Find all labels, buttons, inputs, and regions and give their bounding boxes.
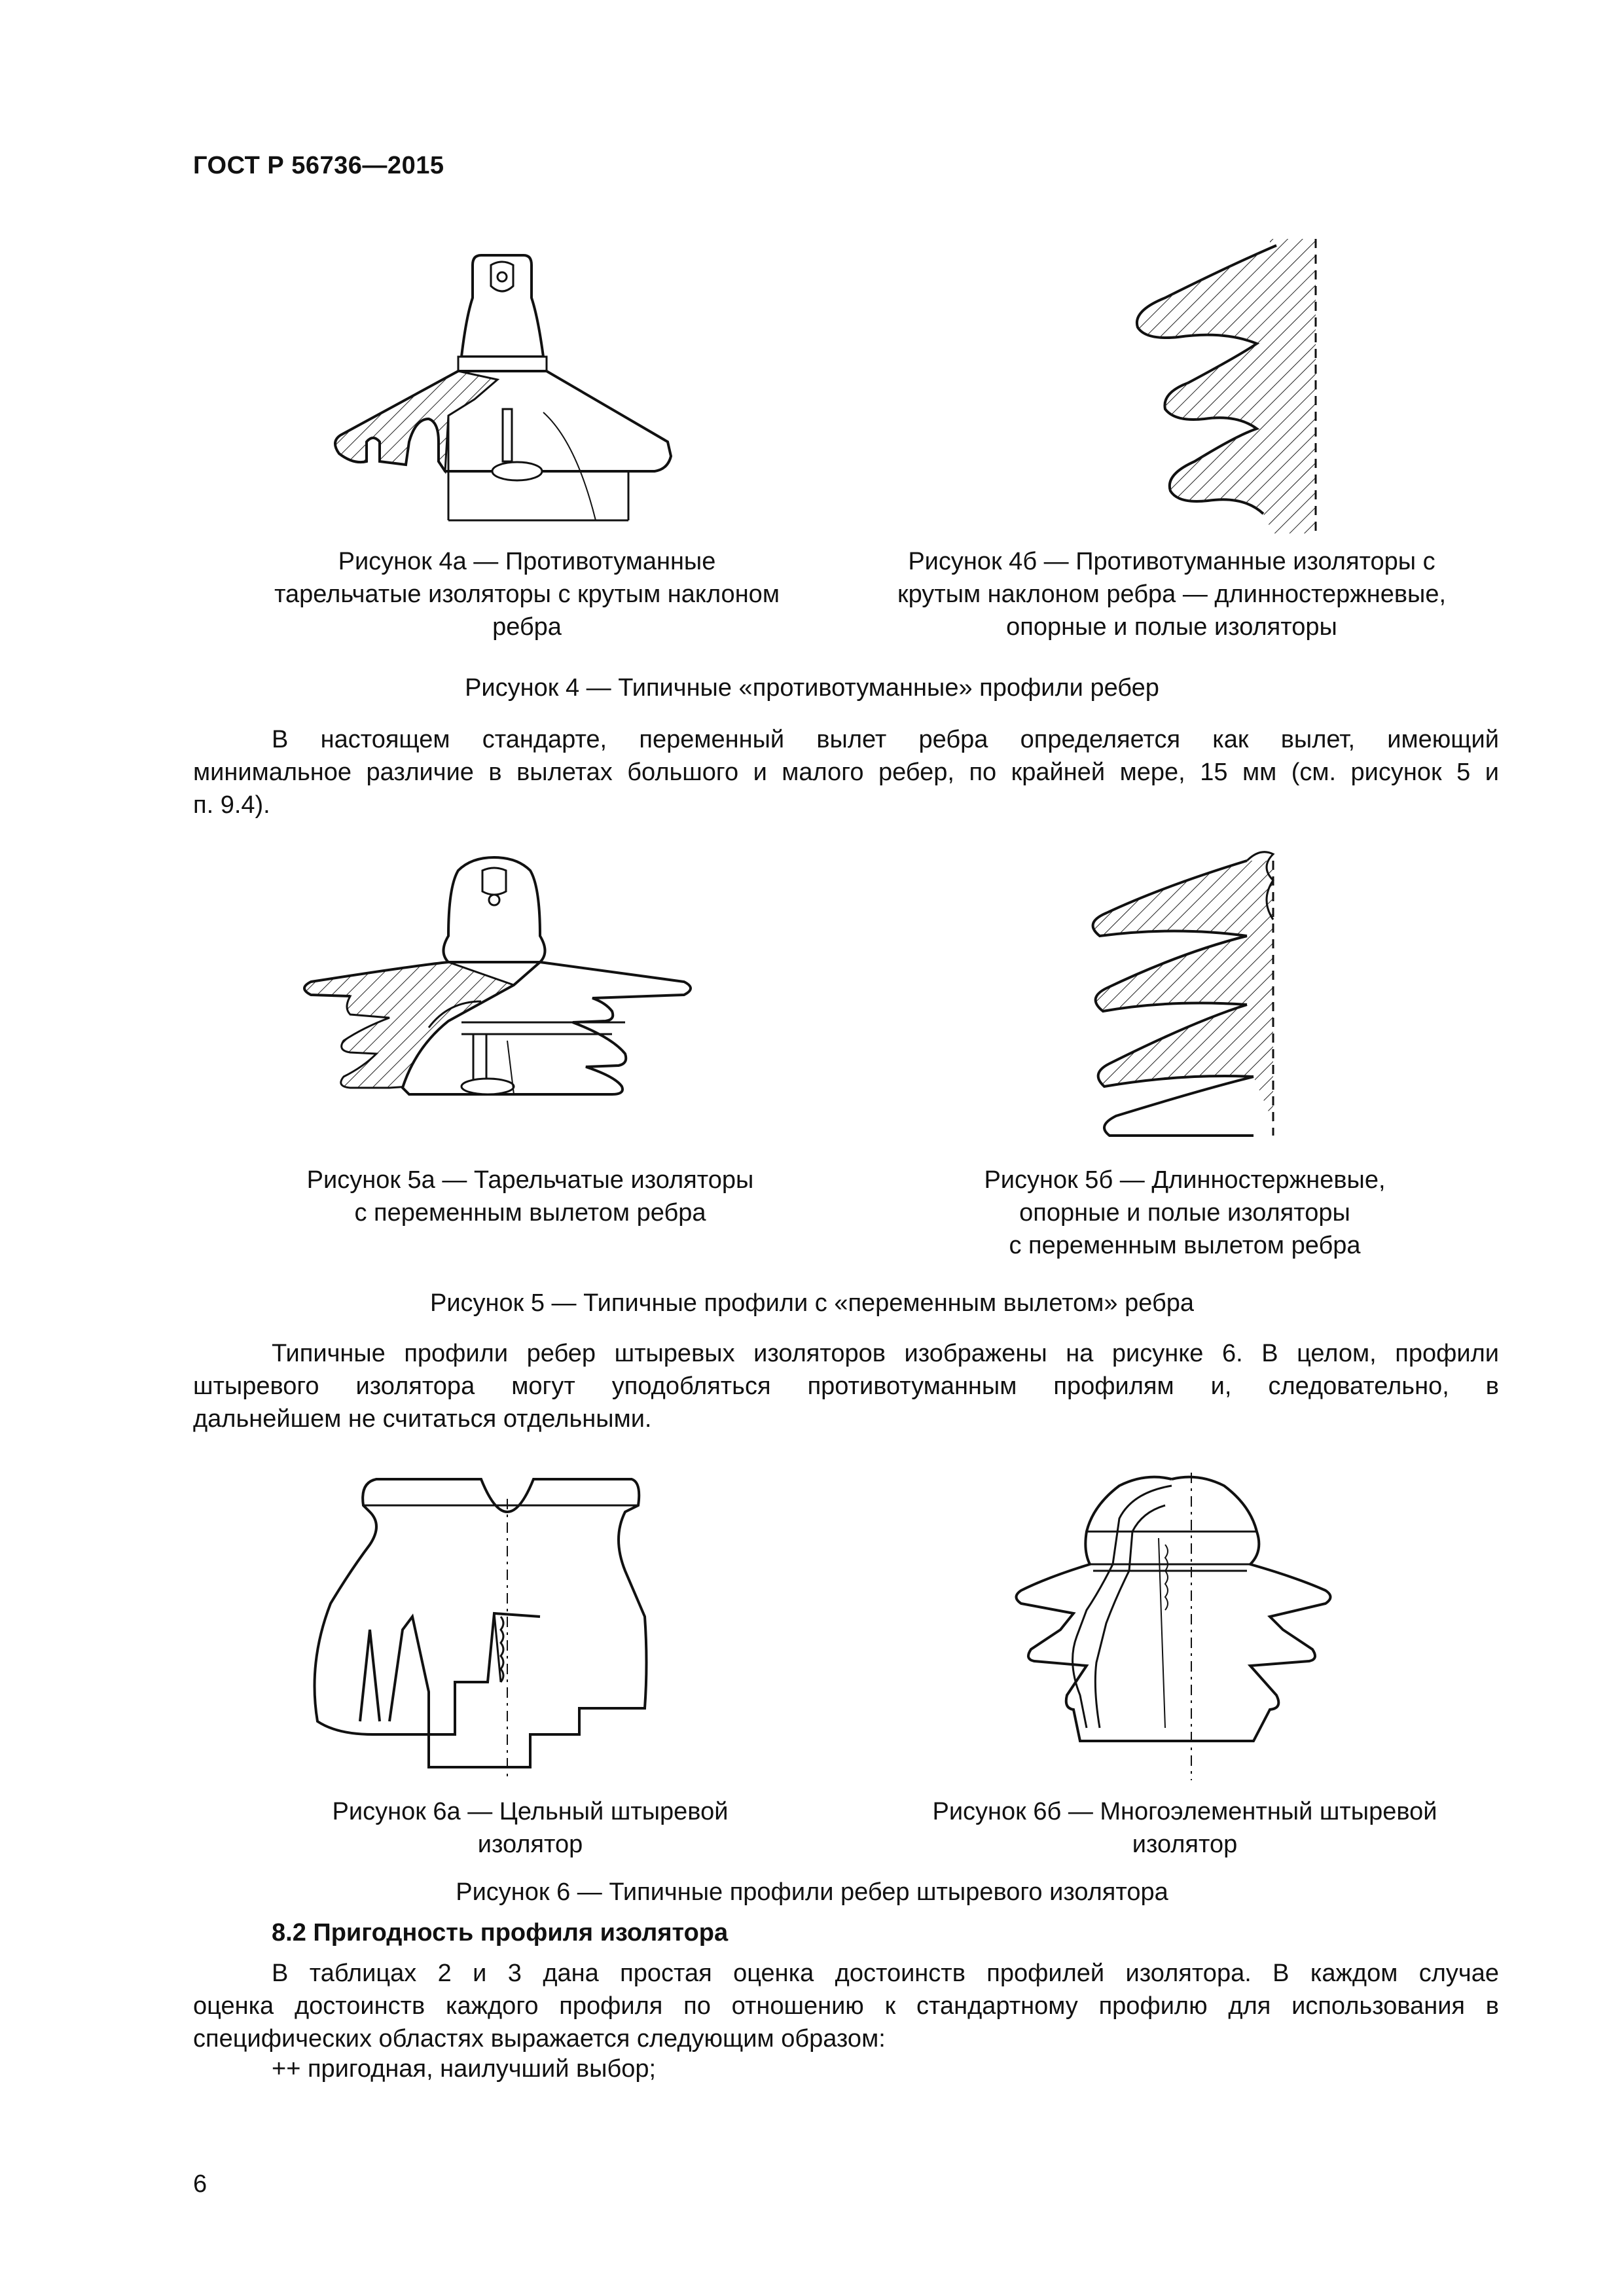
figure-6b-multipart-pin-insulator-drawing [1001,1466,1355,1787]
figure-4-main-caption: Рисунок 4 — Типичные «противотуманные» профили ребер [465,674,1159,702]
figure-5b-caption-line: Рисунок 5б — Длинностержневые, [984,1166,1386,1194]
list-item-best-choice: ++ пригодная, наилучший выбор; [272,2055,657,2083]
paragraph-pin-insulator-profiles [193,1337,1499,1435]
document-header: ГОСТ Р 56736—2015 [193,152,444,179]
figure-6b-caption [871,1795,1499,1861]
paragraph-line: специфических областях выражается следующим образом: [193,2025,886,2053]
figure-4b-long-rod-steep-shed-profile-drawing [1080,239,1342,533]
figure-5a-cap-and-pin-alternating-shed-drawing [298,851,704,1132]
figure-4b-caption-line: опорные и полые изоляторы [1006,613,1337,641]
paragraph-line: п. 9.4). [193,791,270,819]
paragraph-line: дальнейшем не считаться отдельными. [193,1405,652,1433]
paragraph-line: минимальное различие в вылетах большого и малого ребер, по крайней мере, 15 мм (см. рисунок 5 и [193,759,1499,786]
figure-5a-caption [249,1164,812,1229]
figure-5b-caption-line: с переменным вылетом ребра [1009,1232,1361,1259]
page-number: 6 [193,2170,208,2198]
section-heading-8-2: 8.2 Пригодность профиля изолятора [272,1919,729,1946]
figure-4b-caption-line: крутым наклоном ребра — длинностержневые, [897,581,1447,608]
figure-4b-caption [844,545,1499,643]
paragraph-line: Типичные профили ребер штыревых изоляторов изображены на рисунке 6. В целом, профили [272,1340,1499,1367]
figure-6a-solid-pin-insulator-drawing [298,1466,664,1787]
paragraph-line: штыревого изолятора могут уподобляться противотуманным профилям и, следовательно, в [193,1372,1499,1400]
figure-5b-caption [903,1164,1466,1262]
paragraph-profile-suitability [193,1957,1499,2055]
figure-4a-caption-line: тарельчатые изоляторы с крутым наклоном [274,581,780,608]
paragraph-line: В настоящем стандарте, переменный вылет ребра определяется как вылет, имеющий [272,726,1499,753]
figure-6b-caption-line: Рисунок 6б — Многоэлементный штыревой [932,1798,1437,1825]
figure-4a-caption [223,545,831,643]
figure-5b-long-rod-alternating-shed-profile-drawing [1057,848,1339,1142]
figure-4a-cap-and-pin-insulator-drawing [327,245,681,533]
paragraph-line: В таблицах 2 и 3 дана простая оценка достоинств профилей изолятора. В каждом случае [272,1960,1499,1987]
figure-5-main-caption: Рисунок 5 — Типичные профили с «переменным вылетом» ребра [429,1289,1194,1317]
paragraph-variable-shed-overhang [193,723,1499,821]
figure-5b-caption-line: опорные и полые изоляторы [1019,1199,1350,1227]
figure-4a-caption-line: Рисунок 4а — Противотуманные [338,548,716,575]
figure-4b-caption-line: Рисунок 4б — Противотуманные изоляторы с [908,548,1435,575]
figure-5a-caption-line: Рисунок 5а — Тарельчатые изоляторы [306,1166,754,1194]
figure-6-main-caption: Рисунок 6 — Типичные профили ребер штыревого изолятора [456,1878,1168,1906]
figure-4a-caption-line: ребра [492,613,562,641]
figure-6a-caption-line: Рисунок 6а — Цельный штыревой [332,1798,729,1825]
figure-5a-caption-line: с переменным вылетом ребра [354,1199,706,1227]
figure-6a-caption-line: изолятор [477,1831,583,1858]
figure-6a-caption [249,1795,812,1861]
paragraph-line: оценка достоинств каждого профиля по отношению к стандартному профилю для использования в [193,1992,1499,2020]
figure-6b-caption-line: изолятор [1132,1831,1238,1858]
